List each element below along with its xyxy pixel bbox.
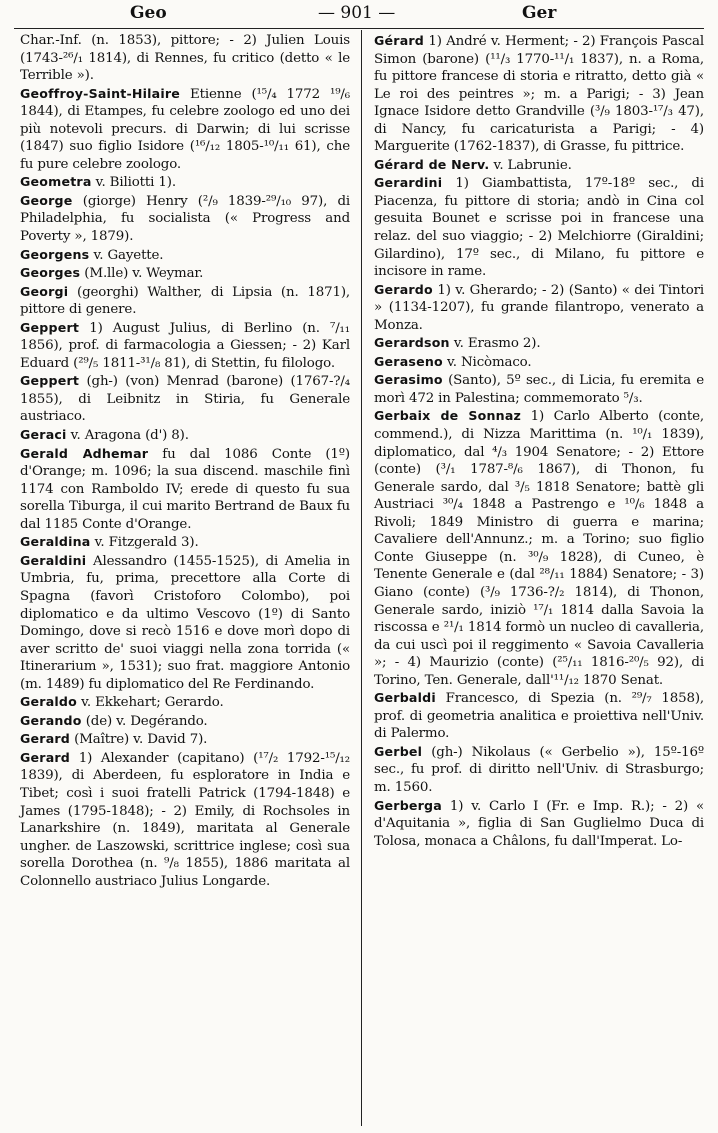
dictionary-entry <box>20 372 350 426</box>
entry-text: Francesco, di Spezia (n. ²⁹/₇ 1858), prof. di geometria analitica e proiettiva nell'Univ. di Palermo. <box>374 691 704 742</box>
column-divider <box>361 30 362 1126</box>
entry-headword: Gérard de Nerv. <box>374 156 490 172</box>
dictionary-entry <box>20 445 350 534</box>
dictionary-entry <box>20 712 350 731</box>
entry-headword: Gerard <box>20 731 71 747</box>
entry-text: 1) André v. Herment; - 2) François Pascal Simon (barone) (¹¹/₃ 1770-¹¹/₁ 1837), n. a Roma, fu pittore francese di storia e ritratto, detto già « Le roi des peintres »; m. a Parigi; - 3) Jean Ignace Isidore detto Grandville (³/₉ 1803-¹⁷/₃ 47), di Nancy, fu caricaturista a Parigi; - 4) Marguerite (1762-1837), di Grasse, fu pittrice. <box>374 34 704 155</box>
dictionary-entry <box>20 85 350 174</box>
entry-text: (georghi) Walther, di Lipsia (n. 1871), pittore di genere. <box>20 284 350 318</box>
dictionary-entry <box>20 426 350 445</box>
entry-text: 1) Alexander (capitano) (¹⁷/₂ 1792-¹⁵/₁₂ 1839), di Aberdeen, fu esploratore in India e Tibet; così i suoi fratelli Patrick (1794-1848) e James (1795-1848); - 2) Emily, di Rochsoles in Lanarkshire (n. 1849), maritata al Generale ungher. de Laszowski, scrittrice inglese; così sua sorella Dorothea (n. ⁹/₈ 1855), 1886 maritata al Colonnello austriaco Julius Longarde. <box>20 750 350 889</box>
dictionary-entry <box>374 353 704 372</box>
entry-headword: Geppert <box>20 319 80 335</box>
entry-headword: Gérard <box>374 33 425 48</box>
entry-headword: Gerberga <box>374 797 442 813</box>
left-column <box>20 32 350 890</box>
entry-headword: Geraseno <box>374 353 443 369</box>
dictionary-entry <box>20 552 350 693</box>
entry-headword: Gerardini <box>374 175 443 191</box>
dictionary-entry <box>20 693 350 712</box>
entry-text: Alessandro (1455-1525), di Amelia in Umbria, fu, prima, precettore alla Corte di Spagna (favorì Cristoforo Colombo), poi diplomatico e da ultimo Vescovo (1º) di Santo Domingo, dove si recò 1516 e dove morì dopo di aver scritto de' suoi viaggi nella zona torrida (« Itinerarium », 1531); suo frat. maggiore Antonio (m. 1489) fu diplomatico del Re Ferdinando. <box>20 553 350 692</box>
dictionary-entry <box>20 173 350 192</box>
dictionary-entry <box>20 264 350 283</box>
entry-text: (gh-) Nikolaus (« Gerbelio »), 15º-16º sec., fu prof. di diritto nell'Univ. di Strasburgo; m. 1560. <box>374 744 704 795</box>
entry-text: (de) v. Degérando. <box>81 713 208 729</box>
dictionary-entry <box>374 32 704 156</box>
dictionary-entry <box>20 730 350 749</box>
dictionary-entry <box>374 407 704 689</box>
entry-headword: Gerald Adhemar <box>20 445 149 461</box>
entry-headword: Gerando <box>20 712 82 728</box>
entry-headword: Gerbel <box>374 743 423 759</box>
entry-headword: Gerasimo <box>374 372 443 388</box>
entry-headword: Geraldo <box>20 694 77 710</box>
entry-headword: Gerardson <box>374 335 450 351</box>
entry-text: 1) v. Carlo I (Fr. e Imp. R.); - 2) « d'Aquitania », figlia di San Guglielmo Duca di Tolosa, monaca a Châlons, fu dall'Imperat. Lo- <box>374 798 704 849</box>
entry-text: 1) August Julius, di Berlino (n. ⁷/₁₁ 1856), prof. di farmacologia a Giessen; - 2) Karl Eduard (²⁹/₅ 1811-³¹/₈ 81), di Stettin, fu filologo. <box>20 320 350 371</box>
entry-headword: Gerardo <box>374 281 433 297</box>
entry-text: v. Aragona (d') 8). <box>66 428 189 444</box>
right-column <box>374 32 704 850</box>
dictionary-entry <box>20 533 350 552</box>
dictionary-entry <box>374 797 704 851</box>
entry-text: (M.lle) v. Weymar. <box>80 266 204 282</box>
dictionary-entry <box>20 283 350 319</box>
entry-text: Char.-Inf. (n. 1853), pittore; - 2) Julien Louis (1743-²⁶/₁ 1814), di Rennes, fu critico (detto « le Terrible »). <box>20 33 350 84</box>
dictionary-entry <box>374 174 704 280</box>
entry-text: (gh-) (von) Menrad (barone) (1767-?/₄ 1855), di Leibnitz in Stiria, fu Generale austriaco. <box>20 374 350 425</box>
dictionary-entry <box>20 319 350 373</box>
entry-text: v. Erasmo 2). <box>449 336 541 352</box>
dictionary-entry <box>374 156 704 175</box>
entry-headword: Georgi <box>20 283 69 299</box>
entry-text: 1) v. Gherardo; - 2) (Santo) « dei Tintori » (1134-1207), fu grande filantropo, venerato a Monza. <box>374 282 704 333</box>
dictionary-entry <box>374 689 704 743</box>
entry-text: 1) Giambattista, 17º-18º sec., di Piacenza, fu pittore di storia; andò in Cina col gesuita Bounet e scrisse poi in francese una relaz. del suo viaggio; - 2) Melchiorre (Giraldini; Gilardino), 17º sec., di Milano, fu pittore e incisore in rame. <box>374 176 704 280</box>
entry-text: v. Gayette. <box>89 247 164 263</box>
dictionary-entry <box>374 743 704 797</box>
entry-text: 1) Carlo Alberto (conte, commend.), di Nizza Marittima (n. ¹⁰/₁ 1839), diplomatico, dal ⁴/₃ 1904 Senatore; - 2) Ettore (conte) (³/₁ 1787-⁸/₆ 1867), di Thonon, fu Generale sardo, dal ³/₅ 1818 Senatore; battè gli Austriaci ³⁰/₄ 1848 a Pastrengo e ¹⁰/₆ 1848 a Rivoli; 1849 Ministro di guerra e marina; Cavaliere dell'Annunz.; m. a Torino; suo figlio Conte Giuseppe (n. ³⁰/₉ 1828), di Cuneo, è Tenente Generale e (dal ²⁸/₁₁ 1884) Senatore; - 3) Giano (conte) (³/₉ 1736-?/₂ 1814), di Thonon, Generale sardo, iniziò ¹⁷/₁ 1814 dalla Savoia la riscossa e ²¹/₁ 1814 formò un nucleo di cavalleria, da cui uscì poi il reggimento « Savoia Cavalleria »; - 4) Maurizio (conte) (²⁵/₁₁ 1816-²⁰/₅ 92), di Torino, Ten. Generale, dall'¹¹/₁₂ 1870 Senat. <box>374 409 704 688</box>
entry-text: v. Nicòmaco. <box>442 354 532 370</box>
entry-headword: Geometra <box>20 174 92 190</box>
dictionary-entry <box>374 371 704 407</box>
header-left-guide-word: Geo <box>130 3 167 23</box>
dictionary-entry <box>20 192 350 246</box>
entry-headword: Gerard <box>20 749 71 765</box>
page-header <box>0 0 718 26</box>
page-number: — 901 — <box>318 3 396 23</box>
entry-headword: Geraldini <box>20 552 87 568</box>
entry-headword: Gerbaix de Sonnaz <box>374 408 522 424</box>
entry-text: fu dal 1086 Conte (1º) d'Orange; m. 1096; la sua discend. maschile finì 1174 con Ramboldo IV; erede di questo fu sua sorella Tiburga, il cui marito Bertrand de Baux fu dal 1185 Conte d'Orange. <box>20 446 350 532</box>
dictionary-entry <box>374 334 704 353</box>
header-rule <box>14 28 704 29</box>
entry-text: (Maître) v. David 7). <box>70 732 208 748</box>
dictionary-entry <box>374 281 704 335</box>
entry-headword: Geraci <box>20 427 67 443</box>
entry-headword: Geraldina <box>20 534 91 550</box>
entry-headword: Georges <box>20 265 81 281</box>
dictionary-entry <box>20 749 350 890</box>
entry-text: v. Biliotti 1). <box>91 175 176 191</box>
entry-text: (Santo), 5º sec., di Licia, fu eremita e morì 472 in Palestina; commemorato ⁵/₃. <box>374 373 704 406</box>
entry-headword: Geoffroy-Saint-Hilaire <box>20 85 181 101</box>
entry-text: (giorge) Henry (²/₉ 1839-²⁹/₁₀ 97), di Philadelphia, fu socialista (« Progress and Poverty », 1879). <box>20 193 350 245</box>
entry-headword: Geppert <box>20 373 80 389</box>
entry-headword: Gerbaldi <box>374 690 436 706</box>
dictionary-entry <box>20 246 350 265</box>
entry-headword: George <box>20 192 73 208</box>
entry-text: Etienne (¹⁵/₄ 1772 ¹⁹/₆ 1844), di Etampes, fu celebre zoologo ed uno dei più notevoli precurs. di Darwin; di lui scrisse (1847) suo figlio Isidore (¹⁶/₁₂ 1805-¹⁰/₁₁ 61), che fu pure celebre zoologo. <box>20 86 350 172</box>
header-right-guide-word: Ger <box>522 3 557 23</box>
entry-text: v. Labrunie. <box>489 157 572 173</box>
dictionary-entry <box>20 32 350 85</box>
entry-headword: Georgens <box>20 246 90 262</box>
entry-text: v. Ekkehart; Gerardo. <box>76 695 224 711</box>
entry-text: v. Fitzgerald 3). <box>90 535 199 551</box>
